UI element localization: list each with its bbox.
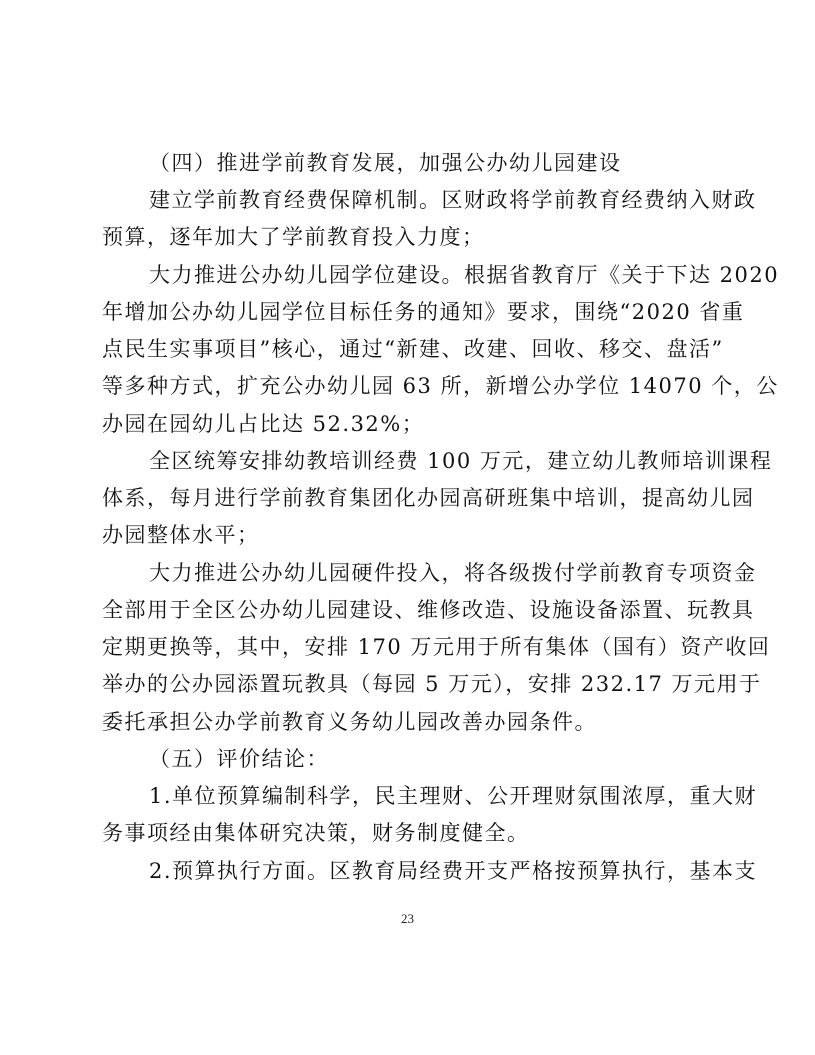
paragraph-line: 举办的公办园添置玩教具（每园 5 万元），安排 232.17 万元用于 <box>102 672 762 696</box>
section-heading-5: （五）评价结论： <box>149 747 329 771</box>
paragraph-line: 大力推进公办幼儿园学位建设。根据省教育厅《关于下达 2020 <box>149 263 780 287</box>
paragraph-line: 委托承担公办学前教育义务幼儿园改善办园条件。 <box>102 710 597 734</box>
paragraph-line: 1.单位预算编制科学，民主理财、公开理财氛围浓厚，重大财 <box>149 784 758 808</box>
paragraph-line: 定期更换等，其中，安排 170 万元用于所有集体（国有）资产收回 <box>102 635 771 659</box>
page-number: 23 <box>401 911 414 926</box>
paragraph-line: 建立学前教育经费保障机制。区财政将学前教育经费纳入财政 <box>149 188 757 212</box>
paragraph-line: 2.预算执行方面。区教育局经费开支严格按预算执行，基本支 <box>149 859 758 883</box>
paragraph-line: 务事项经由集体研究决策，财务制度健全。 <box>102 821 530 845</box>
paragraph-line: 预算，逐年加大了学前教育投入力度； <box>102 225 485 249</box>
paragraph-line: 办园整体水平； <box>102 523 260 547</box>
paragraph-line: 点民生实事项目”核心，通过“新建、改建、回收、移交、盘活” <box>102 337 724 361</box>
paragraph-line: 全区统筹安排幼教培训经费 100 万元，建立幼儿教师培训课程 <box>149 449 773 473</box>
paragraph-line: 全部用于全区公办幼儿园建设、维修改造、设施设备添置、玩教具 <box>102 598 755 622</box>
paragraph-line: 大力推进公办幼儿园硬件投入，将各级拨付学前教育专项资金 <box>149 561 757 585</box>
paragraph-line: 办园在园幼儿占比达 52.32%； <box>102 412 425 436</box>
paragraph-line: 年增加公办幼儿园学位目标任务的通知》要求，围绕“2020 省重 <box>102 300 745 324</box>
section-heading-4: （四）推进学前教育发展，加强公办幼儿园建设 <box>149 151 622 175</box>
paragraph-line: 等多种方式，扩充公办幼儿园 63 所，新增公办学位 14070 个，公 <box>102 374 779 398</box>
paragraph-line: 体系，每月进行学前教育集团化办园高研班集中培训，提高幼儿园 <box>102 486 755 510</box>
